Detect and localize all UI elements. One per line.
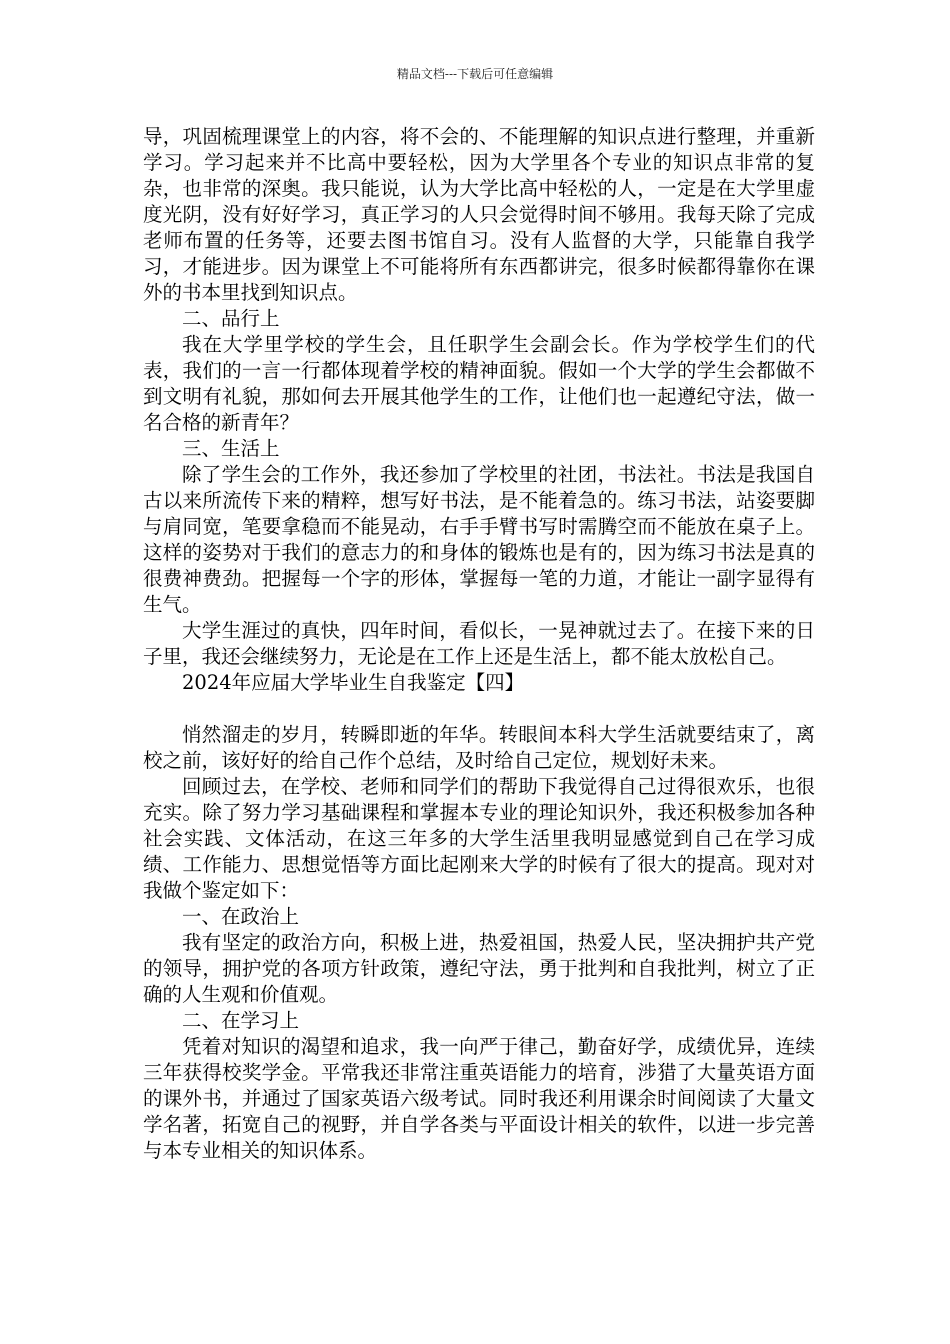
section-heading-life: 三、生活上	[182, 437, 280, 460]
blank-line	[143, 696, 815, 722]
document-body	[143, 124, 815, 1164]
paragraph-four-years: 大学生涯过的真快，四年时间，看似长，一晃神就过去了。在接下来的日子里，我还会继续努力，无论是在工作上还是生活上，都不能太放松自己。	[143, 619, 815, 668]
paragraph-intro: 悄然溜走的岁月，转瞬即逝的年华。转眼间本科大学生活就要结束了，离校之前，该好好的给自己作个总结，及时给自己定位，规划好未来。	[143, 723, 815, 772]
section-heading-politics: 一、在政治上	[182, 905, 300, 928]
paragraph-calligraphy: 除了学生会的工作外，我还参加了学校里的社团，书法社。书法是我国自古以来所流传下来的精粹，想写好书法，是不能着急的。练习书法，站姿要脚与肩同宽，笔要拿稳而不能晃动，右手手臂书写时需腾空而不能放在桌子上。这样的姿势对于我们的意志力的和身体的锻炼也是有的，因为练习书法是真的很费神费劲。把握每一个字的形体，掌握每一笔的力道，才能让一副字显得有生气。	[143, 463, 815, 616]
paragraph-study-continued: 导，巩固梳理课堂上的内容，将不会的、不能理解的知识点进行整理，并重新学习。学习起来并不比高中要轻松，因为大学里各个专业的知识点非常的复杂，也非常的深奥。我只能说，认为大学比高中轻松的人，一定是在大学里虚度光阴，没有好好学习，真正学习的人只会觉得时间不够用。我每天除了完成老师布置的任务等，还要去图书馆自习。没有人监督的大学，只能靠自我学习，才能进步。因为课堂上不可能将所有东西都讲完，很多时候都得靠你在课外的书本里找到知识点。	[143, 125, 815, 304]
section-heading-study: 二、在学习上	[182, 1009, 300, 1032]
paragraph-study: 凭着对知识的渴望和追求，我一向严于律己，勤奋好学，成绩优异，连续三年获得校奖学金。平常我还非常注重英语能力的培育，涉猎了大量英语方面的课外书，并通过了国家英语六级考试。同时我还利用课余时间阅读了大量文学名著，拓宽自己的视野，并自学各类与平面设计相关的软件，以进一步完善与本专业相关的知识体系。	[143, 1035, 815, 1162]
paragraph-student-union: 我在大学里学校的学生会，且任职学生会副会长。作为学校学生们的代表，我们的一言一行都体现着学校的精神面貌。假如一个大学的学生会都做不到文明有礼貌，那如何去开展其他学生的工作，让他们也一起遵纪守法，做一名合格的新青年？	[143, 333, 815, 434]
paragraph-politics: 我有坚定的政治方向，积极上进，热爱祖国，热爱人民，坚决拥护共产党的领导，拥护党的各项方针政策，遵纪守法，勇于批判和自我批判，树立了正确的人生观和价值观。	[143, 931, 815, 1006]
article-title-four: 2024年应届大学毕业生自我鉴定【四】	[182, 671, 525, 694]
section-heading-conduct: 二、品行上	[182, 307, 280, 330]
page-header: 精品文档---下载后可任意编辑	[396, 67, 554, 81]
paragraph-review: 回顾过去，在学校、老师和同学们的帮助下我觉得自己过得很欢乐，也很充实。除了努力学习基础课程和掌握本专业的理论知识外，我还积极参加各种社会实践、文体活动，在这三年多的大学生活里我明显感觉到自己在学习成绩、工作能力、思想觉悟等方面比起刚来大学的时候有了很大的提高。现对对我做个鉴定如下：	[143, 775, 815, 902]
